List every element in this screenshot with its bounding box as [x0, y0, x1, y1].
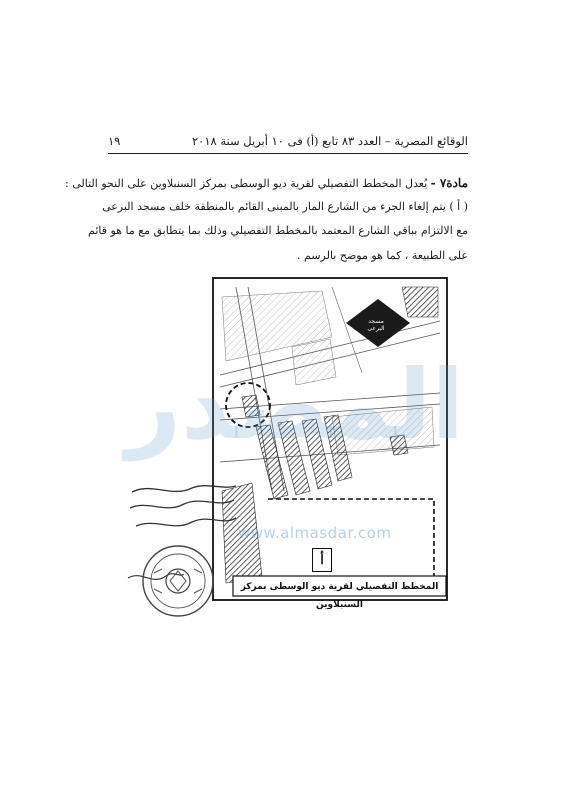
item-a-line-1: ( أ ) يتم إلغاء الجزء من الشارع المار بالمبنى القائم بالمنطقة خلف مسجد البرعى: [102, 200, 468, 213]
mosque-label: مسجد البرعى: [367, 318, 385, 332]
official-seal-stamp: [140, 543, 216, 619]
page-header: [108, 131, 468, 151]
article-intro: يُعدل المخطط التفصيلي لقرية ديو الوسطى بمركز السنبلاوين على النحو التالى :: [65, 177, 428, 190]
map-caption: المخطط التفصيلي لقرية ديو الوسطى بمركز السنبلاوين: [240, 582, 439, 610]
article-intro-line: [65, 176, 468, 191]
page-number: ١٩: [108, 134, 121, 148]
header-rule: [108, 153, 468, 154]
header-title: الوقائع المصرية – العدد ٨٣ تابع (أ) فى ١٠ أبريل سنة ٢٠١٨: [191, 134, 468, 148]
watermark-url: www.almasdar.com: [238, 524, 392, 542]
item-a-line-2: مع الالتزام بباقي الشارع المعتمد بالمخطط التفصيلي وذلك بما يتطابق مع ما هو قائم: [88, 224, 468, 237]
zone-a-label: أ: [312, 548, 332, 572]
article-label: مادة٧ -: [430, 176, 468, 190]
watermark-text: المصدر: [125, 349, 465, 461]
item-a-line-3: على الطبيعة ، كما هو موضح بالرسم .: [297, 249, 468, 262]
